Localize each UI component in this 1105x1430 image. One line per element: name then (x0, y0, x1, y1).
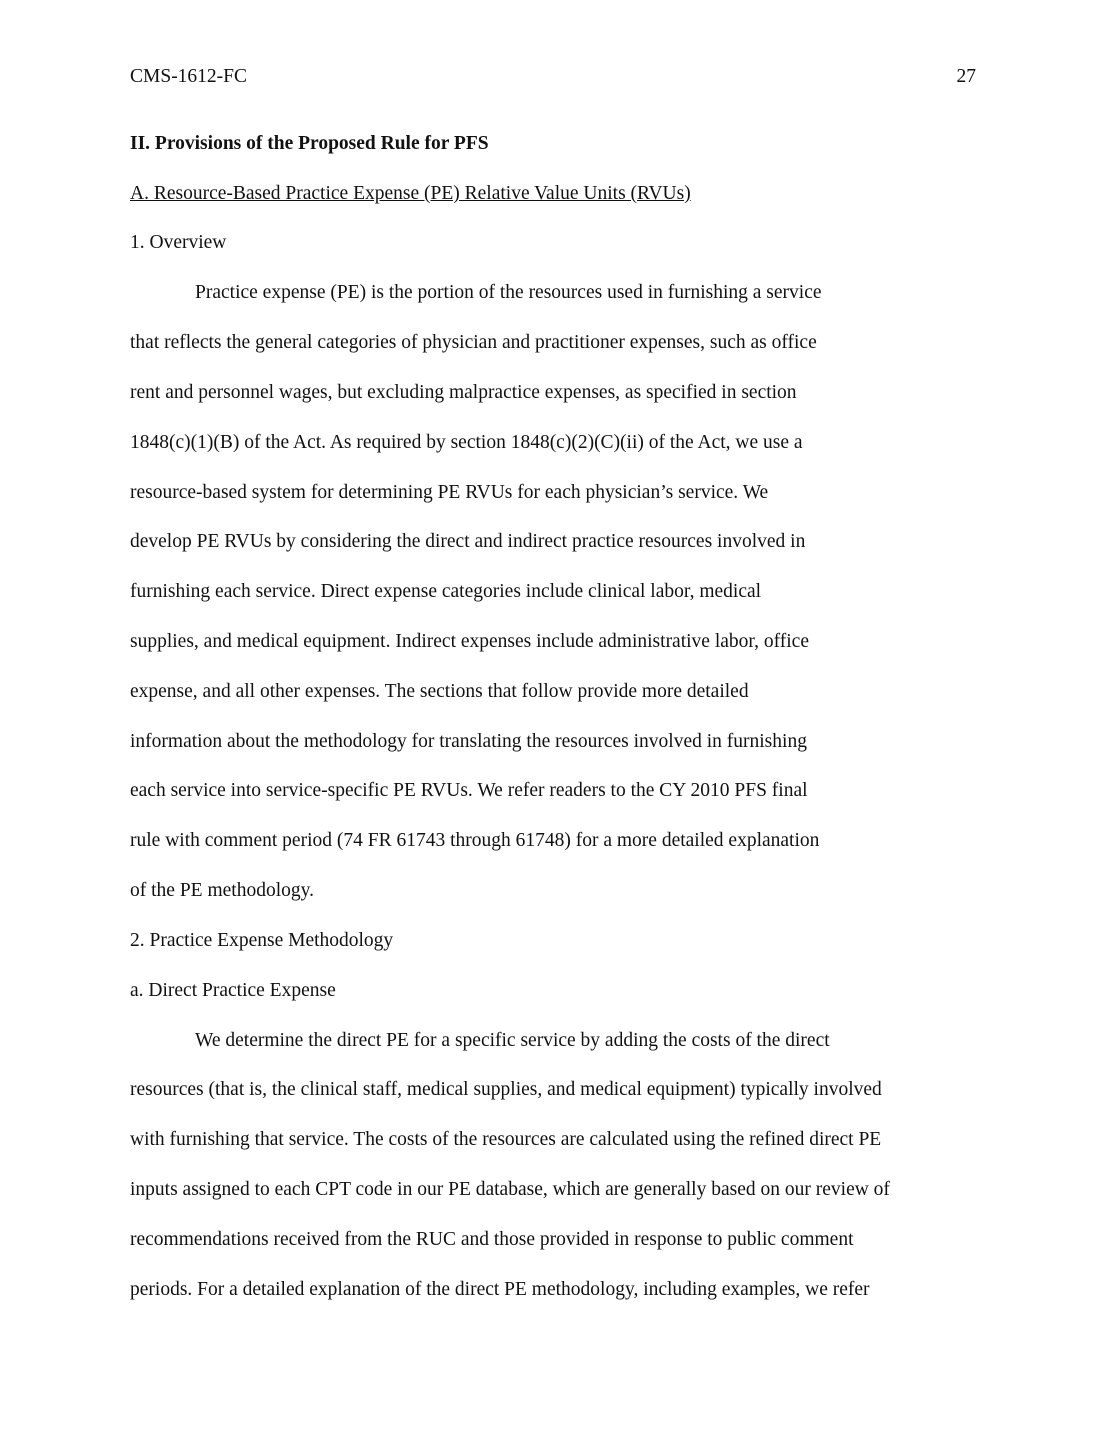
paragraph-line: rent and personnel wages, but excluding malpractice expenses, as specified in section (130, 382, 797, 403)
subsection-heading-direct-pe: a. Direct Practice Expense (130, 980, 336, 1001)
paragraph-line: with furnishing that service. The costs of the resources are calculated using the refined direct PE (130, 1129, 882, 1150)
paragraph-line: inputs assigned to each CPT code in our PE database, which are generally based on our review of (130, 1179, 890, 1200)
paragraph-line: 1848(c)(1)(B) of the Act. As required by section 1848(c)(2)(C)(ii) of the Act, we use a (130, 432, 803, 453)
paragraph-line: supplies, and medical equipment. Indirect expenses include administrative labor, office (130, 631, 809, 652)
document-id: CMS-1612-FC (130, 66, 248, 87)
paragraph-line: furnishing each service. Direct expense categories include clinical labor, medical (130, 581, 762, 602)
subsection-heading-methodology: 2. Practice Expense Methodology (130, 930, 394, 951)
paragraph-line: resource-based system for determining PE RVUs for each physician’s service. We (130, 482, 769, 503)
paragraph-line: resources (that is, the clinical staff, medical supplies, and medical equipment) typically involved (130, 1079, 882, 1100)
paragraph-line: Practice expense (PE) is the portion of the resources used in furnishing a service (195, 282, 822, 303)
paragraph-line: periods. For a detailed explanation of the direct PE methodology, including examples, we refer (130, 1279, 870, 1300)
page-number: 27 (956, 66, 976, 87)
paragraph-line: We determine the direct PE for a specific service by adding the costs of the direct (195, 1030, 830, 1051)
paragraph-line: that reflects the general categories of physician and practitioner expenses, such as office (130, 332, 817, 353)
paragraph-line: each service into service-specific PE RVUs. We refer readers to the CY 2010 PFS final (130, 780, 808, 801)
paragraph-line: expense, and all other expenses. The sections that follow provide more detailed (130, 681, 749, 702)
section-heading: II. Provisions of the Proposed Rule for PFS (130, 133, 489, 154)
page-header (130, 66, 976, 92)
paragraph-line: develop PE RVUs by considering the direct and indirect practice resources involved in (130, 531, 806, 552)
paragraph-line: of the PE methodology. (130, 880, 314, 901)
paragraph-line: rule with comment period (74 FR 61743 through 61748) for a more detailed explanation (130, 830, 820, 851)
paragraph-line: information about the methodology for translating the resources involved in furnishing (130, 731, 807, 752)
paragraph-line: recommendations received from the RUC and those provided in response to public comment (130, 1229, 854, 1250)
subsection-heading-overview: 1. Overview (130, 232, 227, 253)
subsection-heading-a: A. Resource-Based Practice Expense (PE) Relative Value Units (RVUs) (130, 183, 691, 204)
